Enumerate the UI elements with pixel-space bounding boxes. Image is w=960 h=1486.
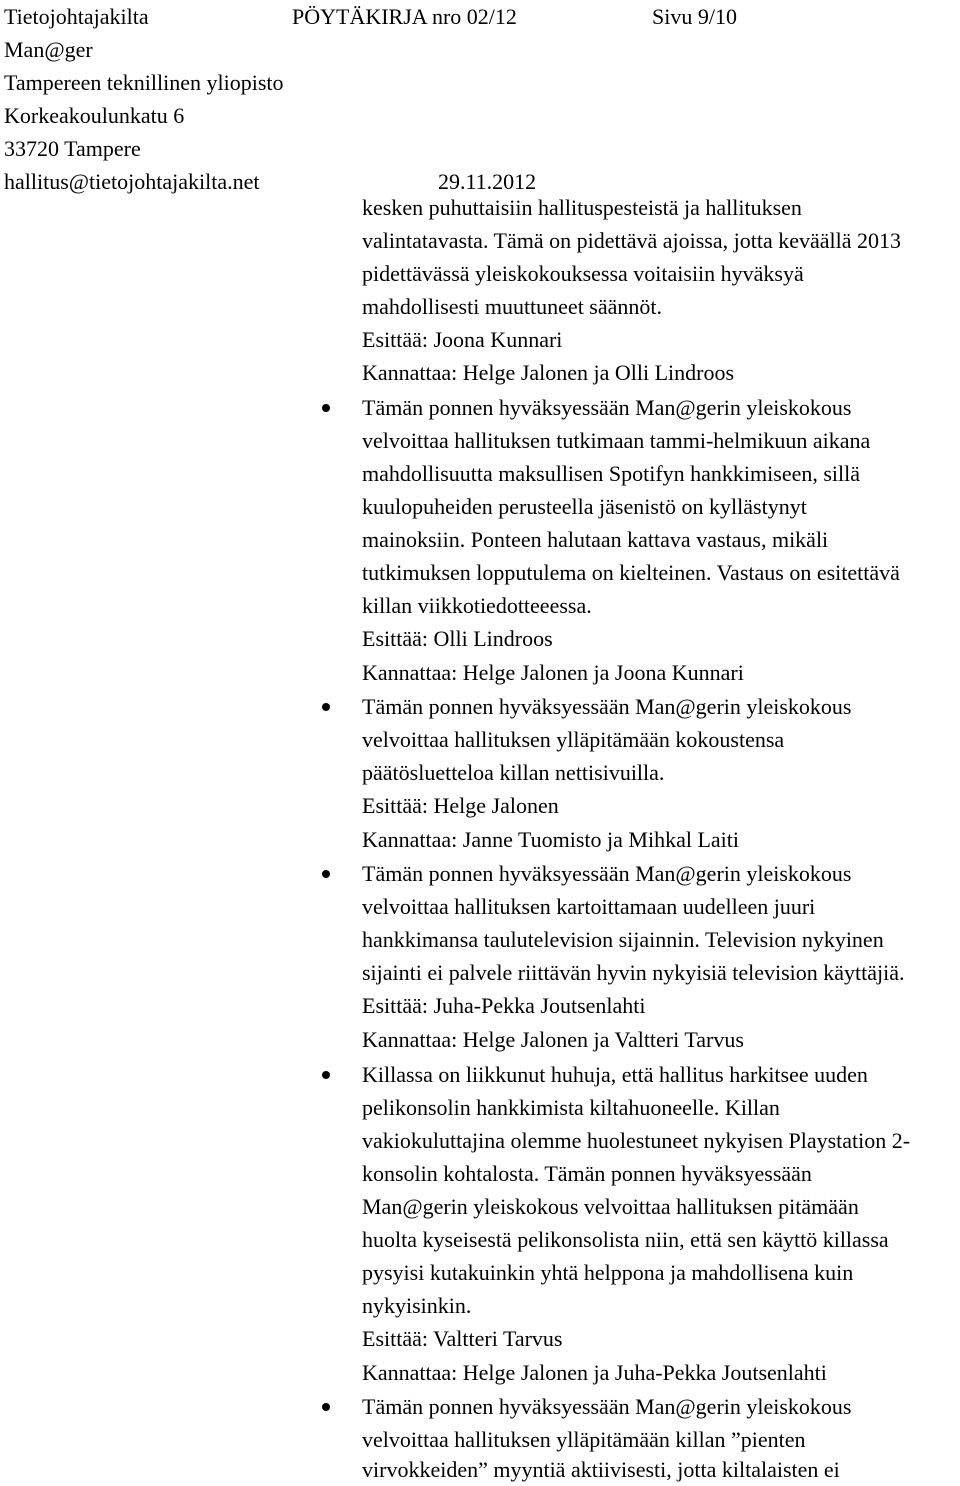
street-address: Korkeakoulunkatu 6 bbox=[4, 103, 185, 128]
proposer-line: Esittää: Helge Jalonen bbox=[362, 793, 559, 818]
motion-line: mahdollisuutta maksullisen Spotifyn hankkimiseen, sillä bbox=[362, 461, 861, 486]
paragraph-line: mahdollisesti muuttuneet säännöt. bbox=[362, 294, 663, 319]
motion-line: Tämän ponnen hyväksyessään Man@gerin yleiskokous bbox=[362, 1394, 852, 1419]
motion-line: hankkimansa taulutelevision sijainnin. Television nykyinen bbox=[362, 927, 884, 952]
motion-line: killan viikkotiedotteeessa. bbox=[362, 593, 592, 618]
document-date: 29.11.2012 bbox=[438, 169, 537, 194]
motion-line: Man@gerin yleiskokous velvoittaa hallituksen pitämään bbox=[362, 1194, 859, 1219]
motion-line: pelikonsolin hankkimista kiltahuoneelle. Killan bbox=[362, 1095, 780, 1120]
motion-line: velvoittaa hallituksen ylläpitämään kokoustensa bbox=[362, 727, 785, 752]
university-name: Tampereen teknillinen yliopisto bbox=[4, 70, 284, 95]
seconder-line: Kannattaa: Helge Jalonen ja Valtteri Tarvus bbox=[362, 1027, 744, 1052]
motion-line: tutkimuksen lopputulema on kielteinen. Vastaus on esitettävä bbox=[362, 560, 900, 585]
motion-line: vakiokuluttajina olemme huolestuneet nykyisen Playstation 2- bbox=[362, 1128, 911, 1153]
motion-line: konsolin kohtalosta. Tämän ponnen hyväksyessään bbox=[362, 1161, 812, 1186]
document-title: PÖYTÄKIRJA nro 02/12 bbox=[292, 4, 517, 29]
motion-line: pysyisi kutakuinkin yhtä helppona ja mahdollisena kuin bbox=[362, 1260, 854, 1285]
bullet-icon bbox=[322, 1403, 330, 1411]
seconder-line: Kannattaa: Helge Jalonen ja Juha-Pekka Joutsenlahti bbox=[362, 1360, 827, 1385]
motion-line: velvoittaa hallituksen tutkimaan tammi-helmikuun aikana bbox=[362, 428, 871, 453]
motion-line: Tämän ponnen hyväksyessään Man@gerin yleiskokous bbox=[362, 694, 852, 719]
paragraph-line: valintatavasta. Tämä on pidettävä ajoissa, jotta keväällä 2013 bbox=[362, 228, 902, 253]
motion-line: velvoittaa hallituksen kartoittamaan uudelleen juuri bbox=[362, 894, 816, 919]
page-number: Sivu 9/10 bbox=[652, 4, 737, 29]
paragraph-line: pidettävässä yleiskokouksessa voitaisiin hyväksyä bbox=[362, 261, 804, 286]
motion-line: mainoksiin. Ponteen halutaan kattava vastaus, mikäli bbox=[362, 527, 829, 552]
proposer-line: Esittää: Joona Kunnari bbox=[362, 327, 563, 352]
motion-line: Killassa on liikkunut huhuja, että hallitus harkitsee uuden bbox=[362, 1062, 868, 1087]
motion-line: virvokkeiden” myyntiä aktiivisesti, jotta kiltalaisten ei bbox=[362, 1457, 840, 1482]
seconder-line: Kannattaa: Helge Jalonen ja Olli Lindroos bbox=[362, 360, 735, 385]
organization-name: Tietojohtajakilta bbox=[4, 4, 149, 29]
bullet-icon bbox=[322, 870, 330, 878]
motion-line: sijainti ei palvele riittävän hyvin nykyisiä television käyttäjiä. bbox=[362, 960, 905, 985]
seconder-line: Kannattaa: Janne Tuomisto ja Mihkal Laiti bbox=[362, 827, 740, 852]
seconder-line: Kannattaa: Helge Jalonen ja Joona Kunnari bbox=[362, 660, 744, 685]
motion-line: nykyisinkin. bbox=[362, 1293, 472, 1318]
motion-line: Tämän ponnen hyväksyessään Man@gerin yleiskokous bbox=[362, 395, 852, 420]
paragraph-line: kesken puhuttaisiin hallituspesteistä ja hallituksen bbox=[362, 195, 802, 220]
club-name: Man@ger bbox=[4, 37, 93, 62]
bullet-icon bbox=[322, 404, 330, 412]
proposer-line: Esittää: Juha-Pekka Joutsenlahti bbox=[362, 993, 646, 1018]
header-row-contact bbox=[4, 165, 537, 198]
proposer-line: Esittää: Olli Lindroos bbox=[362, 626, 553, 651]
motion-line: päätösluetteloa killan nettisivuilla. bbox=[362, 760, 665, 785]
motion-line: huolta kyseisestä pelikonsolista niin, että sen käyttö killassa bbox=[362, 1227, 889, 1252]
header-row-1 bbox=[4, 0, 737, 33]
bullet-icon bbox=[322, 1071, 330, 1079]
postal-city: 33720 Tampere bbox=[4, 136, 141, 161]
motion-line: velvoittaa hallituksen ylläpitämään killan ”pienten bbox=[362, 1427, 806, 1452]
contact-email: hallitus@tietojohtajakilta.net bbox=[4, 169, 260, 194]
proposer-line: Esittää: Valtteri Tarvus bbox=[362, 1326, 563, 1351]
motion-line: kuulopuheiden perusteella jäsenistö on kyllästynyt bbox=[362, 494, 807, 519]
bullet-icon bbox=[322, 703, 330, 711]
motion-line: Tämän ponnen hyväksyessään Man@gerin yleiskokous bbox=[362, 861, 852, 886]
